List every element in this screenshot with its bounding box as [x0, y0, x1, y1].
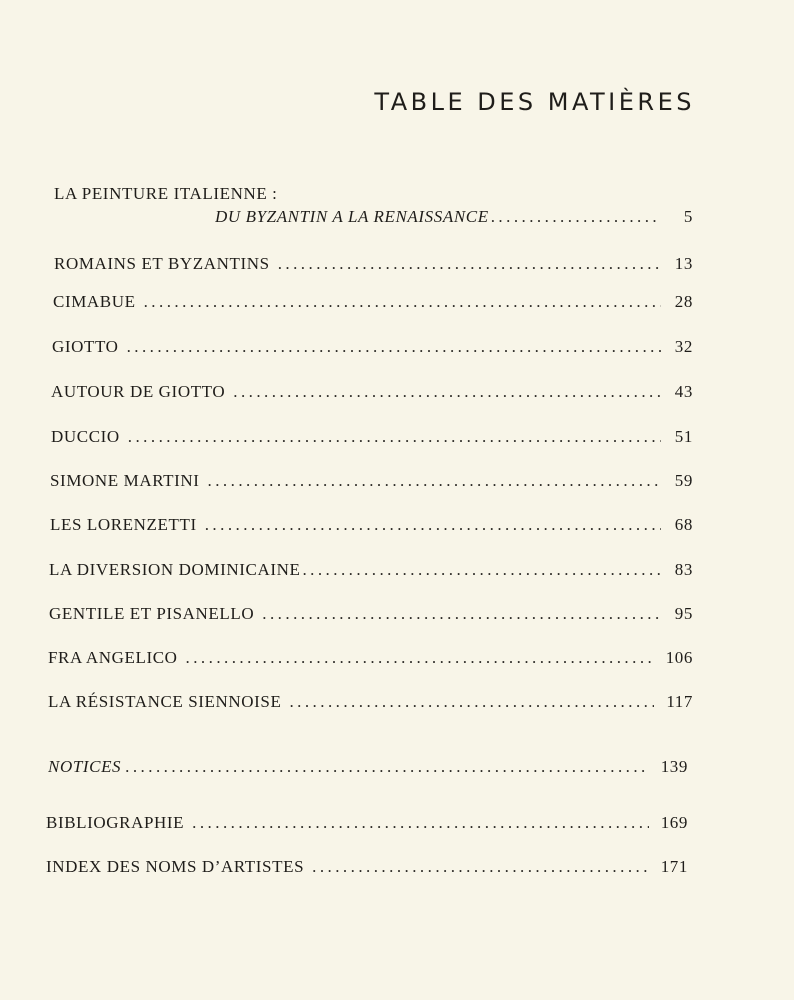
toc-entry — [49, 560, 693, 580]
leader-dots — [278, 254, 661, 274]
toc-entry-page: 83 — [674, 560, 693, 579]
leader-dots — [302, 560, 661, 580]
toc-entry-label: INDEX DES NOMS D’ARTISTES — [46, 857, 305, 876]
leader-dots — [205, 515, 661, 535]
leader-dots — [262, 604, 661, 624]
toc-entry-label: LA DIVERSION DOMINICAINE — [49, 560, 301, 579]
toc-entry-page: 13 — [674, 254, 693, 273]
toc-entry-page: 117 — [666, 692, 693, 711]
toc-entry-page: 106 — [665, 648, 693, 667]
toc-entry-label: DUCCIO — [51, 427, 120, 446]
toc-entry-page: 169 — [660, 813, 688, 832]
leader-dots — [208, 471, 661, 491]
toc-entry-label: NOTICES — [48, 757, 122, 776]
toc-entry — [51, 427, 693, 447]
toc-entry-intro — [215, 207, 693, 227]
leader-dots — [186, 648, 654, 668]
toc-entry-page: 139 — [660, 757, 688, 776]
toc-entry-label: GENTILE ET PISANELLO — [49, 604, 255, 623]
toc-entry-label: BIBLIOGRAPHIE — [46, 813, 185, 832]
toc-entry — [48, 648, 693, 668]
toc-entry-notices — [48, 757, 688, 777]
intro-heading: LA PEINTURE ITALIENNE : — [54, 184, 278, 203]
toc-entry-page: 43 — [674, 382, 693, 401]
leader-dots — [289, 692, 654, 712]
leader-dots — [192, 813, 649, 833]
toc-entry-bibliography — [46, 813, 688, 833]
toc-entry-page: 95 — [674, 604, 693, 623]
leader-dots — [125, 757, 649, 777]
toc-entry-page: 59 — [674, 471, 693, 490]
toc-entry-page: 51 — [674, 427, 693, 446]
toc-entry-label: LA RÉSISTANCE SIENNOISE — [48, 692, 282, 711]
toc-entry-page: 28 — [674, 292, 693, 311]
page-title: TABLE DES MATIÈRES — [374, 88, 695, 116]
toc-entry — [51, 382, 693, 402]
toc-entry — [53, 292, 693, 312]
leader-dots — [491, 207, 661, 227]
toc-entry — [50, 471, 693, 491]
toc-entry-label: DU BYZANTIN A LA RENAISSANCE — [215, 207, 489, 226]
toc-entry-label: FRA ANGELICO — [48, 648, 178, 667]
leader-dots — [127, 337, 661, 357]
toc-entry-page: 5 — [683, 207, 693, 226]
toc-entry-page: 68 — [674, 515, 693, 534]
leader-dots — [144, 292, 661, 312]
toc-entry — [52, 337, 693, 357]
toc-entry — [54, 254, 693, 274]
toc-entry-page: 32 — [674, 337, 693, 356]
toc-entry-label: LES LORENZETTI — [50, 515, 197, 534]
leader-dots — [312, 857, 649, 877]
toc-entry — [49, 604, 693, 624]
toc-entry-label: GIOTTO — [52, 337, 119, 356]
toc-entry-label: AUTOUR DE GIOTTO — [51, 382, 226, 401]
toc-entry-label: SIMONE MARTINI — [50, 471, 200, 490]
leader-dots — [233, 382, 661, 402]
toc-entry — [48, 692, 693, 712]
toc-entry-index — [46, 857, 688, 877]
toc-entry-page: 171 — [660, 857, 688, 876]
toc-entry-label: ROMAINS ET BYZANTINS — [54, 254, 270, 273]
leader-dots — [128, 427, 661, 447]
toc-entry — [50, 515, 693, 535]
toc-entry-label: CIMABUE — [53, 292, 136, 311]
